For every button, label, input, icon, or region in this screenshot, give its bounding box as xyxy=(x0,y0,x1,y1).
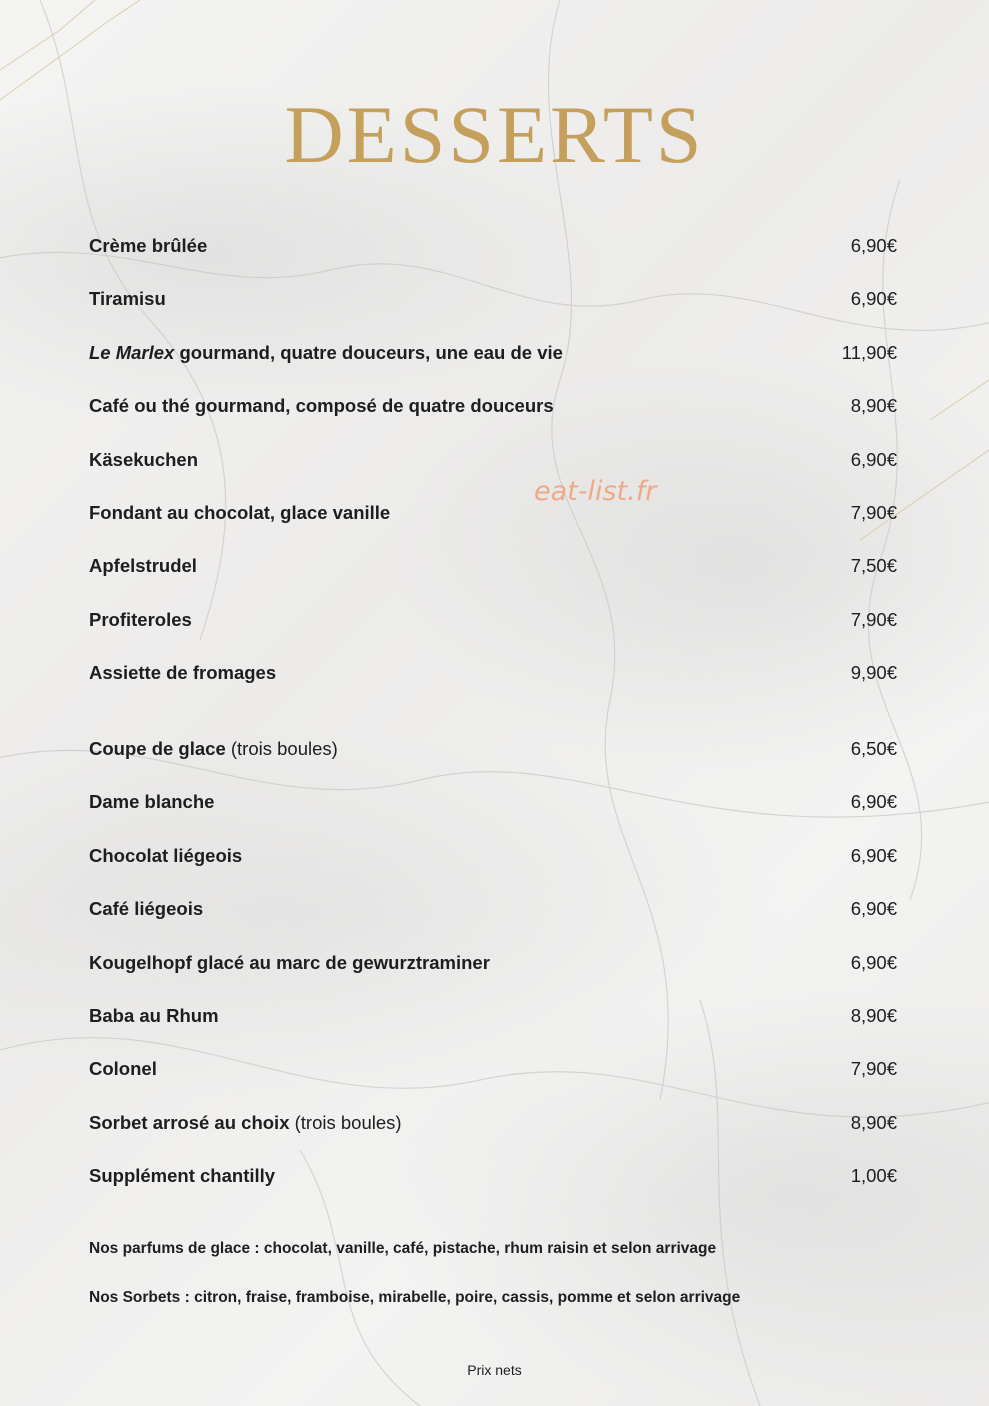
item-price: 1,00€ xyxy=(850,1165,897,1186)
menu-item xyxy=(89,339,897,367)
item-price: 11,90€ xyxy=(841,342,897,363)
menu-item xyxy=(89,1109,897,1137)
item-name: Baba au Rhum xyxy=(89,1005,219,1026)
menu-item xyxy=(89,446,897,474)
item-name xyxy=(89,738,338,760)
menu-item xyxy=(89,1002,897,1030)
item-price: 8,90€ xyxy=(850,1005,897,1026)
ice-cream-flavors-note: Nos parfums de glace : chocolat, vanille, café, pistache, rhum raisin et selon arrivage xyxy=(89,1240,717,1257)
item-price: 6,90€ xyxy=(850,898,897,919)
item-name: Tiramisu xyxy=(89,288,166,309)
item-name-main: Coupe de glace xyxy=(89,738,226,759)
item-price: 6,90€ xyxy=(850,449,897,470)
menu-item xyxy=(89,285,897,313)
item-price: 7,90€ xyxy=(850,502,897,523)
item-name: Apfelstrudel xyxy=(89,555,197,576)
menu-item xyxy=(89,842,897,870)
item-name: Kougelhopf glacé au marc de gewurztraminer xyxy=(89,952,490,973)
menu-item xyxy=(89,949,897,977)
item-name: Käsekuchen xyxy=(89,449,198,470)
item-name: Crème brûlée xyxy=(89,235,208,256)
page-title: DESSERTS xyxy=(284,89,705,180)
item-detail: (trois boules) xyxy=(289,1112,402,1133)
menu-item xyxy=(89,392,897,420)
item-price: 7,50€ xyxy=(850,555,897,576)
menu-item xyxy=(89,1162,897,1190)
item-price: 6,50€ xyxy=(850,738,897,759)
item-name: Colonel xyxy=(89,1058,157,1079)
sorbet-flavors-note: Nos Sorbets : citron, fraise, framboise, mirabelle, poire, cassis, pomme et selon arrivage xyxy=(89,1289,741,1306)
menu-item xyxy=(89,232,897,260)
item-price: 7,90€ xyxy=(850,609,897,630)
item-price: 6,90€ xyxy=(850,791,897,812)
item-price: 9,90€ xyxy=(850,662,897,683)
item-name: Chocolat liégeois xyxy=(89,845,243,866)
menu-item xyxy=(89,659,897,687)
item-price: 6,90€ xyxy=(850,288,897,309)
item-price: 8,90€ xyxy=(850,1112,897,1133)
menu-item xyxy=(89,1055,897,1083)
item-name-main: Sorbet arrosé au choix xyxy=(89,1112,290,1133)
menu-item xyxy=(89,499,897,527)
item-name xyxy=(89,1112,402,1134)
item-price: 6,90€ xyxy=(850,845,897,866)
menu-item xyxy=(89,788,897,816)
item-price: 8,90€ xyxy=(850,395,897,416)
item-name: Café ou thé gourmand, composé de quatre douceurs xyxy=(89,395,554,416)
watermark: eat-list.fr xyxy=(534,476,657,507)
item-name: Profiteroles xyxy=(89,609,192,630)
menu-item xyxy=(89,552,897,580)
item-detail: (trois boules) xyxy=(225,738,338,759)
item-price: 6,90€ xyxy=(850,952,897,973)
item-name-italic: Le Marlex xyxy=(89,342,175,363)
item-name: Supplément chantilly xyxy=(89,1165,276,1186)
item-name: Café liégeois xyxy=(89,898,204,919)
item-name: Dame blanche xyxy=(89,791,215,812)
item-name xyxy=(89,342,563,364)
item-price: 7,90€ xyxy=(850,1058,897,1079)
menu-item xyxy=(89,606,897,634)
menu-item xyxy=(89,735,897,763)
item-name: Fondant au chocolat, glace vanille xyxy=(89,502,391,523)
item-name: Assiette de fromages xyxy=(89,662,277,683)
item-name-rest: gourmand, quatre douceurs, une eau de vie xyxy=(174,342,563,363)
menu-item xyxy=(89,895,897,923)
item-price: 6,90€ xyxy=(850,235,897,256)
footer-net-prices: Prix nets xyxy=(467,1362,522,1378)
